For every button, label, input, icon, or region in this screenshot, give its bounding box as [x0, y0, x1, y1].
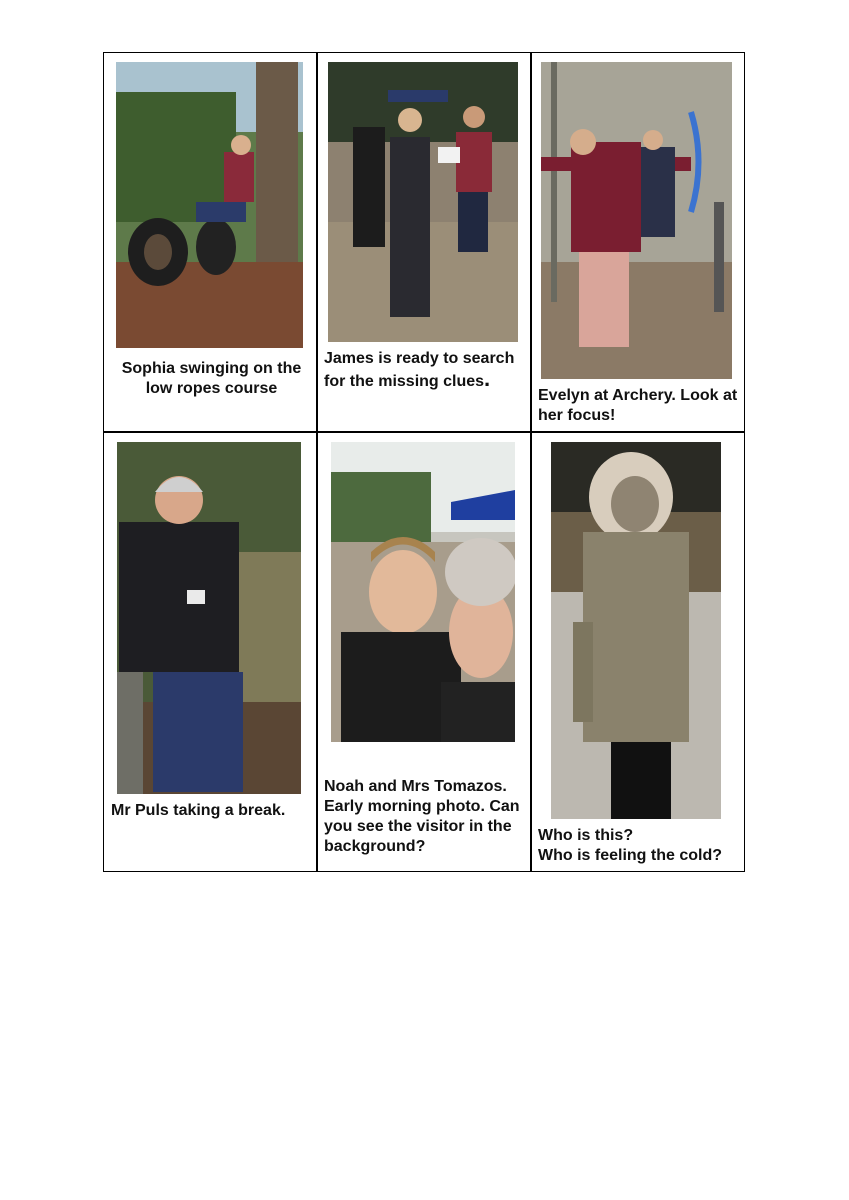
- caption-james-period: .: [484, 366, 491, 391]
- hooded-jacket-photo: [551, 442, 721, 819]
- tire-swing-photo: [116, 62, 303, 348]
- caption-mr-puls: Mr Puls taking a break.: [111, 802, 286, 819]
- column-divider: [530, 53, 532, 871]
- caption-line-feeling-cold: Who is feeling the cold?: [538, 847, 722, 864]
- caption-line-who-is-this: Who is this?: [538, 827, 634, 844]
- caption-who-is-this: [538, 826, 743, 866]
- caption-sophia: Sophia swinging on the low ropes course: [121, 360, 302, 397]
- column-divider: [316, 53, 318, 871]
- caption-evelyn: Evelyn at Archery. Look at her focus!: [538, 387, 738, 424]
- caption-noah: Noah and Mrs Tomazos. Early morning photo. Can you see the visitor in the background?: [324, 778, 520, 855]
- row-divider: [104, 431, 744, 433]
- selfie-photo: [331, 442, 515, 742]
- caption-james-text: James is ready to search for the missing clues: [324, 350, 515, 390]
- students-reading-clues-photo: [328, 62, 518, 342]
- archery-photo: [541, 62, 732, 379]
- caption-james: [324, 349, 524, 392]
- teacher-photo: [117, 442, 301, 794]
